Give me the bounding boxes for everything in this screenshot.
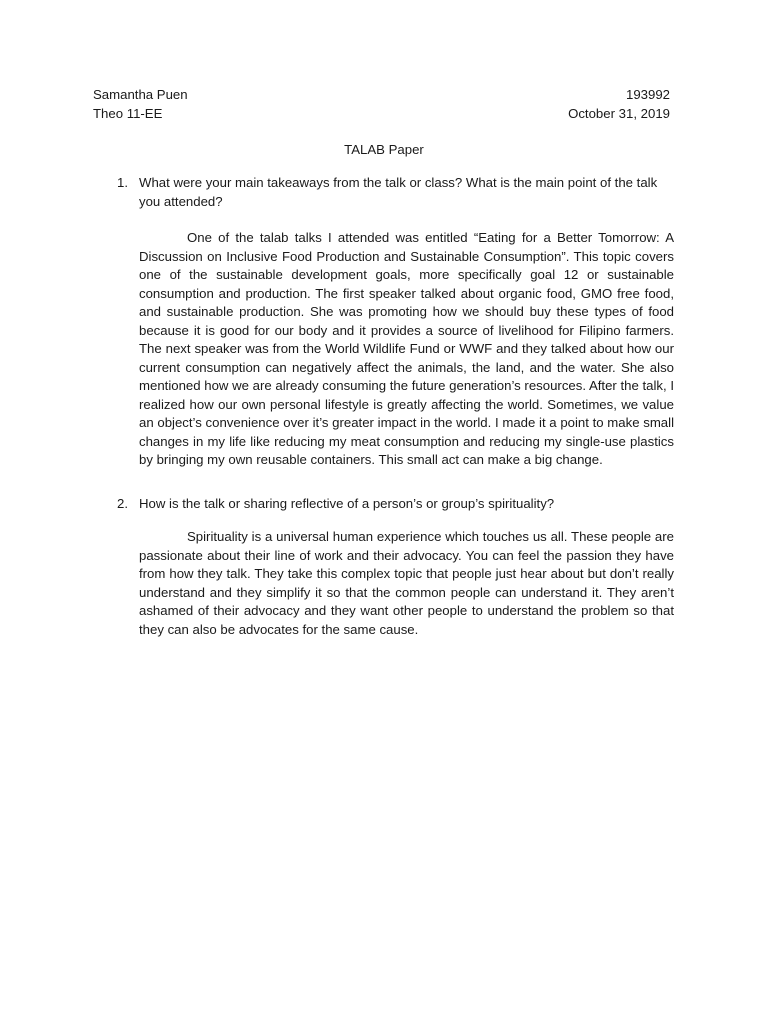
- header-right: [568, 86, 670, 123]
- document-date: October 31, 2019: [568, 105, 670, 121]
- student-name: Samantha Puen: [93, 87, 188, 102]
- answer-paragraph: Spirituality is a universal human experience which touches us all. These people are passionate about their line of work and their advocacy. You can feel the passion they have from how they talk. They take this complex topic that people just hear about but don’t really understand and they simplify it so that the common people can understand it. They aren’t ashamed of their advocacy and they want other people to understand the problem so that they can also be advocates for the same cause.: [139, 529, 674, 637]
- class-section: Theo 11-EE: [93, 105, 163, 121]
- question-number: 1.: [117, 175, 128, 190]
- answer-paragraph: One of the talab talks I attended was entitled “Eating for a Better Tomorrow: A Discussion on Inclusive Food Production and Sustainable Consumption”. This topic covers one of the sustainable development goals, more specifically goal 12 or sustainable consumption and production. The first speaker talked about organic food, GMO free food, and sustainable production. She was promoting how we should buy these types of food because it is good for our body and it provides a source of livelihood for Filipino farmers. The next speaker was from the World Wildlife Fund or WWF and they talked about how our current consumption can negatively affect the animals, the land, and the water. She also mentioned how we are already consuming the future generation’s resources. After the talk, I realized how our own personal lifestyle is greatly affecting the world. Sometimes, we value an object’s convenience over it’s greater impact in the world. I made it a point to make small changes in my life like reducing my meat consumption and reducing my single-use plastics by bringing my own reusable containers. This small act can make a big change.: [139, 230, 674, 467]
- page-title: TALAB Paper: [344, 142, 424, 157]
- question-text: What were your main takeaways from the talk or class? What is the main point of the talk you attended?: [139, 175, 658, 209]
- student-id: 193992: [625, 87, 670, 102]
- question-text: How is the talk or sharing reflective of a person’s or group’s spirituality?: [139, 496, 555, 511]
- question-number: 2.: [117, 496, 128, 511]
- header-left: [93, 86, 188, 123]
